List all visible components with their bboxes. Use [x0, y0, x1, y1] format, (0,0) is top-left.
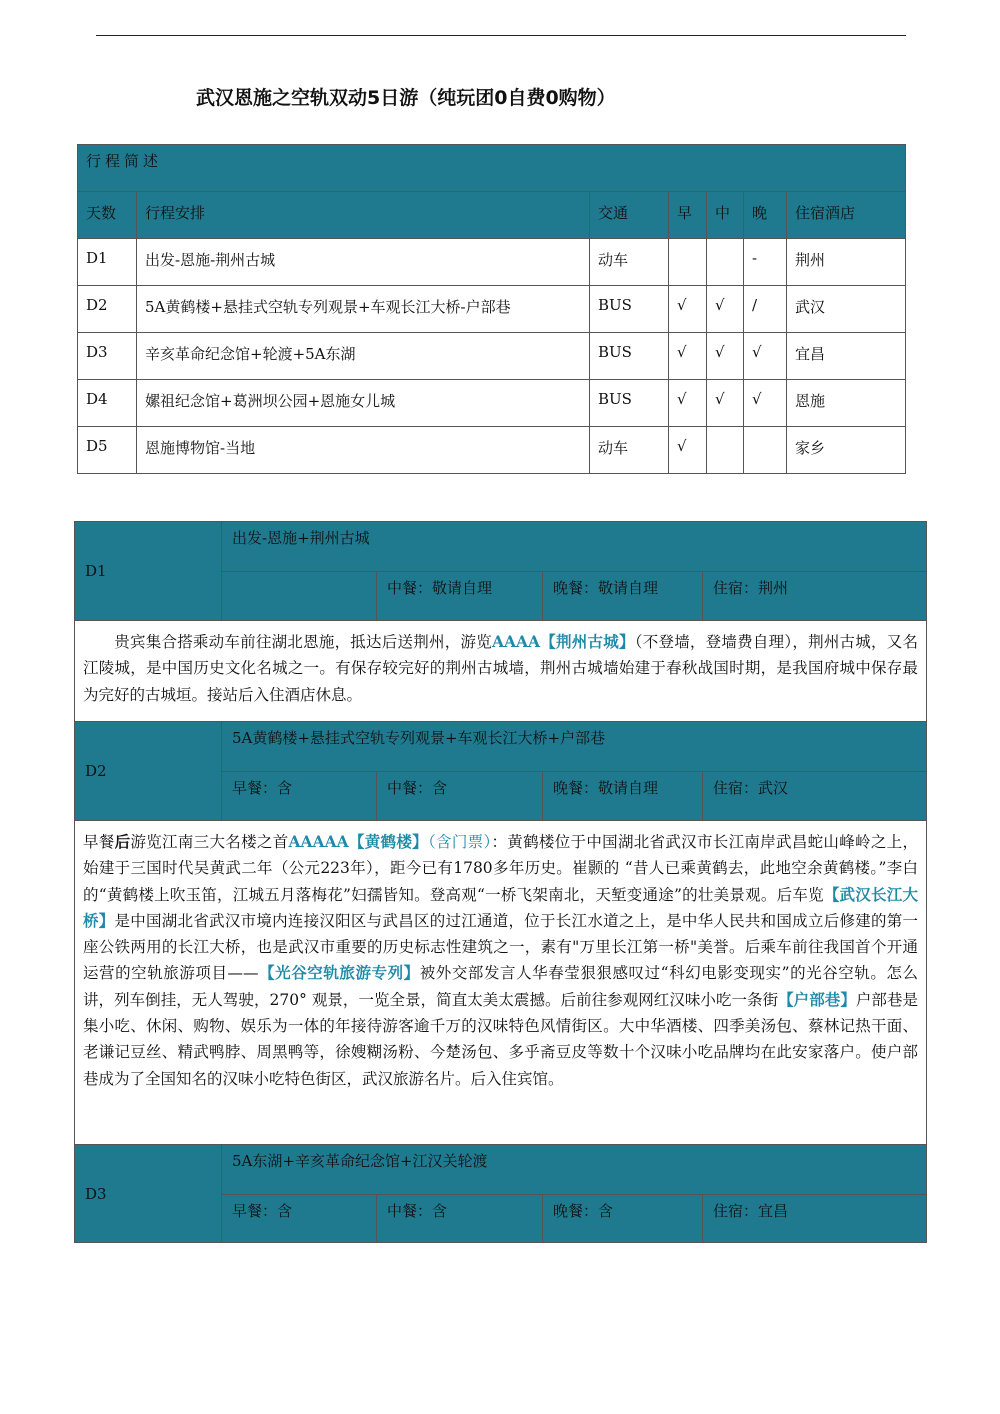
- highlight-jingzhou: AAAA【荆州古城】: [491, 632, 635, 651]
- day-title-row: [75, 1145, 927, 1195]
- cell-dinner: [744, 427, 787, 474]
- table-row: [78, 427, 906, 474]
- desc-text: 早餐: [83, 833, 115, 851]
- meal-hotel: 住宿：荆州: [703, 572, 927, 621]
- day-detail-table: [74, 521, 927, 1243]
- cell-dinner: √: [744, 380, 787, 427]
- desc-text: 游览江南三大名楼之首: [130, 833, 289, 851]
- cell-hotel: 宜昌: [787, 333, 906, 380]
- cell-lunch: √: [707, 333, 744, 380]
- cell-day: D1: [78, 239, 137, 286]
- desc-text: 户部巷是集小吃、休闲、购物、娱乐为一体的年接待游客逾千万的汉味特色风情街区。大中华酒楼、四季美汤包、蔡林记热干面、老谦记豆丝、精武鸭脖、周黑鸭等，徐嫂糊汤粉、今楚汤包、多乎斋豆皮等数十个汉味小吃品牌均在此安家落户。使户部巷成为了全国知名的汉味小吃特色街区，武汉旅游名片。后入住宾馆。: [83, 990, 919, 1088]
- meal-hotel: 住宿：武汉: [703, 772, 927, 821]
- cell-breakfast: √: [669, 380, 707, 427]
- cell-schedule: 辛亥革命纪念馆+轮渡+5A东湖: [137, 333, 590, 380]
- table-row: [78, 239, 906, 286]
- header-lunch: 中: [707, 192, 744, 239]
- cell-breakfast: √: [669, 286, 707, 333]
- header-hotel: 住宿酒店: [787, 192, 906, 239]
- cell-dinner: /: [744, 286, 787, 333]
- highlight-sky-rail: 【光谷空轨旅游专列】: [258, 963, 420, 983]
- cell-hotel: 家乡: [787, 427, 906, 474]
- meal-breakfast: 早餐：含: [222, 1195, 377, 1243]
- meal-dinner: 晚餐：敬请自理: [543, 772, 703, 821]
- highlight-yellow-crane-tower: AAAAA【黄鹤楼】: [288, 832, 428, 851]
- cell-transport: BUS: [590, 333, 669, 380]
- day-label: D1: [75, 522, 222, 621]
- day-title: 出发-恩施+荆州古城: [222, 522, 927, 572]
- cell-schedule: 5A黄鹤楼+悬挂式空轨专列观景+车观长江大桥-户部巷: [137, 286, 590, 333]
- day-title: 5A黄鹤楼+悬挂式空轨专列观景+车观长江大桥+户部巷: [222, 722, 927, 772]
- day-description-row: [75, 821, 927, 1145]
- day-description: [75, 621, 927, 722]
- meal-lunch: 中餐：敬请自理: [377, 572, 543, 621]
- meal-breakfast: 早餐：含: [222, 772, 377, 821]
- cell-breakfast: [669, 239, 707, 286]
- day-description: [75, 821, 927, 1145]
- cell-hotel: 荆州: [787, 239, 906, 286]
- meal-dinner: 晚餐：含: [543, 1195, 703, 1243]
- table-row: [78, 286, 906, 333]
- day-label: D3: [75, 1145, 222, 1243]
- cell-day: D3: [78, 333, 137, 380]
- meal-hotel: 住宿：宜昌: [703, 1195, 927, 1243]
- cell-schedule: 嫘祖纪念馆+葛洲坝公园+恩施女儿城: [137, 380, 590, 427]
- desc-text: 后: [114, 832, 131, 851]
- cell-transport: 动车: [590, 427, 669, 474]
- day-description-row: [75, 621, 927, 722]
- summary-section-label: 行程简述: [78, 145, 906, 192]
- cell-transport: 动车: [590, 239, 669, 286]
- cell-transport: BUS: [590, 286, 669, 333]
- highlight-hubu-alley: 【户部巷】: [778, 989, 856, 1009]
- cell-day: D4: [78, 380, 137, 427]
- cell-transport: BUS: [590, 380, 669, 427]
- table-row: [78, 380, 906, 427]
- cell-breakfast: √: [669, 427, 707, 474]
- header-dinner: 晚: [744, 192, 787, 239]
- meal-lunch: 中餐：含: [377, 772, 543, 821]
- day-title-row: [75, 522, 927, 572]
- meal-lunch: 中餐：含: [377, 1195, 543, 1243]
- cell-day: D5: [78, 427, 137, 474]
- meal-breakfast: [222, 572, 377, 621]
- page-title: 武汉恩施之空轨双动5日游（纯玩团0自费0购物）: [196, 87, 616, 109]
- cell-hotel: 武汉: [787, 286, 906, 333]
- highlight-yangtze-bridge: 【武汉长江大桥】: [83, 884, 918, 930]
- table-row: [78, 333, 906, 380]
- header-schedule: 行程安排: [137, 192, 590, 239]
- desc-text: ：黄鹤楼位于中国湖北省武汉市长江南岸武昌蛇山峰岭之上，始建于三国时代吴黄武二年（公元223年），距今已有1780多年历史。崔颢的 “昔人已乘黄鹤去，此地空余黄鹤楼。”李白的“黄鹤楼上吹玉笛，江城五月落梅花”妇孺皆知。登高观“一桥飞架南北，天堑变通途”的壮美景观。后车览: [83, 833, 919, 904]
- meal-dinner: 晚餐：敬请自理: [543, 572, 703, 621]
- header-day: 天数: [78, 192, 137, 239]
- cell-breakfast: √: [669, 333, 707, 380]
- cell-dinner: -: [744, 239, 787, 286]
- cell-dinner: √: [744, 333, 787, 380]
- summary-section-row: [78, 145, 906, 192]
- cell-lunch: √: [707, 286, 744, 333]
- cell-hotel: 恩施: [787, 380, 906, 427]
- itinerary-summary-table: [77, 144, 906, 474]
- cell-lunch: [707, 239, 744, 286]
- day-label: D2: [75, 722, 222, 821]
- header-rule: [96, 35, 906, 36]
- cell-schedule: 出发-恩施-荆州古城: [137, 239, 590, 286]
- desc-text: （不登墙，登墙费自理），荆州古城，又名江陵城，是中国历史文化名城之一。有保存较完好的荆州古城墙，荆州古城墙始建于春秋战国时期，是我国府城中保存最为完好的古城垣。接站后入住酒店休息。: [83, 633, 919, 704]
- desc-text: 是中国湖北省武汉市境内连接汉阳区与武昌区的过江通道，位于长江水道之上，是中华人民共和国成立后修建的第一座公铁两用的长江大桥，也是武汉市重要的历史标志性建筑之一，素有"万里长江第一桥"美誉。后乘车前往我国首个开通运营的空轨旅游项目——: [83, 911, 919, 983]
- header-transport: 交通: [590, 192, 669, 239]
- header-breakfast: 早: [669, 192, 707, 239]
- summary-header-row: [78, 192, 906, 239]
- highlight-ticket-note: （含门票）: [427, 833, 492, 851]
- cell-lunch: √: [707, 380, 744, 427]
- cell-lunch: [707, 427, 744, 474]
- day-title-row: [75, 722, 927, 772]
- desc-text: 被外交部发言人华春莹狠狠感叹过“科幻电影变现实”的光谷空轨。怎么讲，列车倒挂，无人驾驶，270° 观景，一览全景，简直太美太震撼。后前往参观网红汉味小吃一条街: [83, 964, 919, 1009]
- desc-text: 贵宾集合搭乘动车前往湖北恩施，抵达后送荆州，游览: [114, 633, 492, 651]
- day-title: 5A东湖+辛亥革命纪念馆+江汉关轮渡: [222, 1145, 927, 1195]
- cell-day: D2: [78, 286, 137, 333]
- cell-schedule: 恩施博物馆-当地: [137, 427, 590, 474]
